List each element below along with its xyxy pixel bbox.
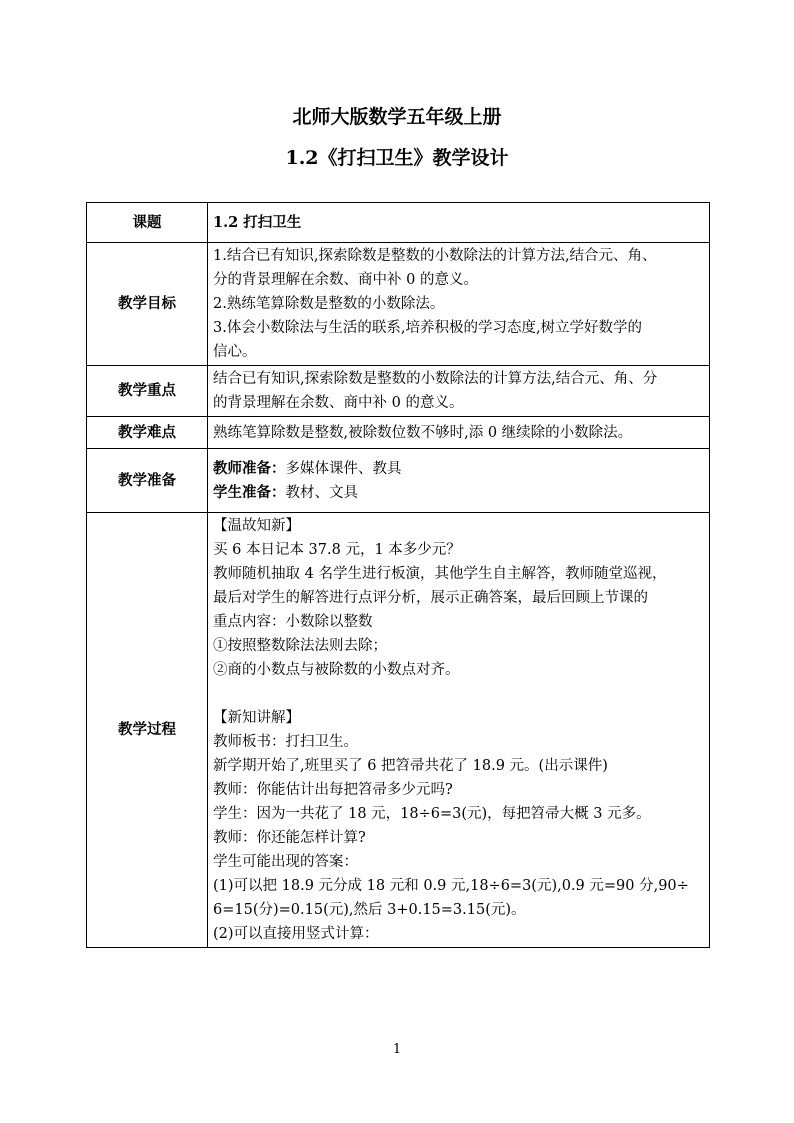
table-row-process [87,513,710,948]
document-title: 北师大版数学五年级上册 [292,106,502,128]
teacher-preparation [213,457,706,481]
table-row-difficulties [87,417,710,449]
process-line: 新学期开始了,班里买了 6 把笤帚共花了 18.9 元。(出示课件) [213,758,608,774]
key-points-line: 的背景理解在余数、商中补 0 的意义。 [213,395,464,411]
process-content [208,513,710,948]
table-row-preparation [87,449,710,513]
key-points-label: 教学重点 [87,366,208,417]
page-number: 1 [392,1042,402,1057]
preparation-label: 教学准备 [87,449,208,513]
process-line: (1)可以把 18.9 元分成 18 元和 0.9 元,18÷6=3(元),0.9 元=90 分,90÷ [213,878,689,894]
objectives-line: 信心。 [213,344,257,360]
objectives-line: 3.体会小数除法与生活的联系,培养积极的学习态度,树立学好数学的 [213,320,643,336]
difficulties-label: 教学难点 [87,417,208,449]
process-line: 学生可能出现的答案： [213,854,358,870]
objectives-line: 1.结合已有知识,探索除数是整数的小数除法的计算方法,结合元、角、 [213,248,657,264]
student-preparation-value: 教材、文具 [285,484,358,501]
topic-value: 1.2 打扫卫生 [208,203,710,243]
lesson-plan-table [86,202,710,948]
key-points-content [208,366,710,417]
process-line: ①按照整数除法法则去除； [213,638,387,654]
preparation-content [208,449,710,513]
process-line: 教师：你能估计出每把笤帚多少元吗? [213,782,453,798]
table-row-key-points [87,366,710,417]
difficulties-value: 熟练笔算除数是整数,被除数位数不够时,添 0 继续除的小数除法。 [208,417,710,449]
process-line: ②商的小数点与被除数的小数点对齐。 [213,662,460,678]
topic-label: 课题 [87,203,208,243]
teacher-preparation-label: 教师准备： [213,459,286,477]
objectives-line: 2.熟练笔算除数是整数的小数除法。 [213,296,445,312]
document-subtitle: 1.2《打扫卫生》教学设计 [285,147,509,169]
process-line: 6=15(分)=0.15(元),然后 3+0.15=3.15(元)。 [213,902,526,918]
objectives-content [208,243,710,366]
student-preparation-label: 学生准备： [213,483,286,501]
process-label: 教学过程 [87,513,208,948]
objectives-line: 分的背景理解在余数、商中补 0 的意义。 [213,272,478,288]
process-line: 【温故知新】 [213,518,300,534]
process-line: 买 6 本日记本 37.8 元，1 本多少元？ [213,542,461,558]
table-row-objectives [87,243,710,366]
process-line: 教师板书：打扫卫生。 [213,734,358,750]
process-line: 最后对学生的解答进行点评分析，展示正确答案，最后回顾上节课的 [213,590,648,606]
process-line: 重点内容：小数除以整数 [213,614,373,630]
student-preparation [213,481,706,505]
table-row-topic [87,203,710,243]
process-line: (2)可以直接用竖式计算： [213,926,379,942]
process-line: 教师：你还能怎样计算? [213,830,366,846]
process-line: 学生：因为一共花了 18 元，18÷6=3(元)，每把笤帚大概 3 元多。 [213,806,651,822]
objectives-label: 教学目标 [87,243,208,366]
process-line: 教师随机抽取 4 名学生进行板演，其他学生自主解答，教师随堂巡视， [213,566,667,582]
process-blank-line [213,682,706,706]
process-line: 【新知讲解】 [213,710,300,726]
key-points-line: 结合已有知识,探索除数是整数的小数除法的计算方法,结合元、角、分 [213,371,658,387]
teacher-preparation-value: 多媒体课件、教具 [285,460,402,477]
